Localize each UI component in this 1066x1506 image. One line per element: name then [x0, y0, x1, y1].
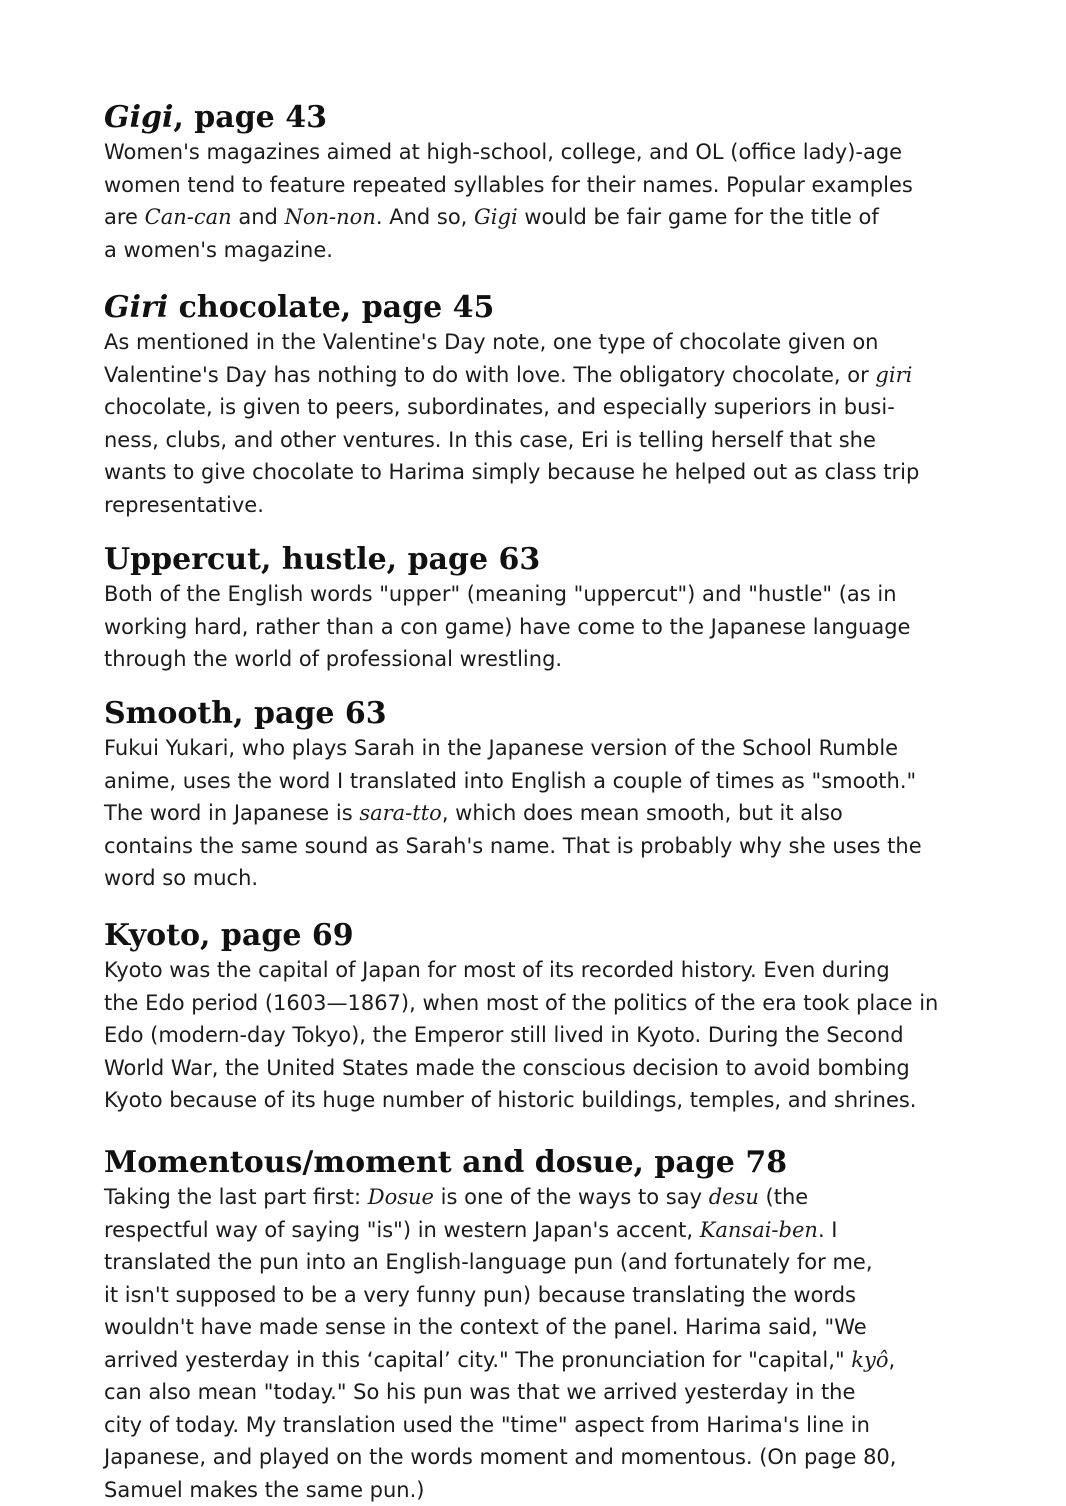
body-text: representative. [104, 493, 264, 517]
entry-body [104, 326, 994, 521]
body-text: arrived yesterday in this ‘capital’ city." The pronunciation for "capital," [104, 1348, 851, 1372]
italic-term: desu [709, 1185, 759, 1209]
body-line [104, 1246, 994, 1279]
body-text: anime, uses the word I translated into English a couple of times as "smooth." [104, 769, 916, 793]
entry-title [104, 696, 994, 732]
body-text: contains the same sound as Sarah's name. That is probably why she uses the [104, 834, 922, 858]
body-line [104, 201, 994, 234]
entry-title [104, 542, 994, 578]
glossary-entry-gigi [104, 100, 994, 266]
body-line [104, 797, 994, 830]
glossary-entry-momentous-dosue [104, 1145, 994, 1506]
entry-title-text: Momentous/moment and dosue, page 78 [104, 1145, 787, 1180]
italic-term: Kansai-ben [700, 1218, 818, 1242]
body-text: , which does mean smooth, but it also [442, 801, 843, 825]
body-line [104, 1214, 994, 1247]
body-line [104, 359, 994, 392]
entry-title-text: Smooth, page 63 [104, 696, 387, 731]
body-text: Both of the English words "upper" (meaning "uppercut") and "hustle" (as in [104, 582, 897, 606]
entry-title-text: , page 43 [173, 100, 327, 135]
body-line [104, 1344, 994, 1377]
body-line [104, 1474, 994, 1506]
body-text: wants to give chocolate to Harima simply because he helped out as class trip [104, 460, 919, 484]
body-text: word so much. [104, 866, 258, 890]
body-text: , [889, 1348, 896, 1372]
body-text: wouldn't have made sense in the context of the panel. Harima said, "We [104, 1315, 867, 1339]
body-text: chocolate, is given to peers, subordinates, and especially superiors in busi- [104, 395, 895, 419]
body-text: As mentioned in the Valentine's Day note, one type of chocolate given on [104, 330, 878, 354]
body-line [104, 489, 994, 522]
body-text: . And so, [376, 205, 474, 229]
body-text: can also mean "today." So his pun was that we arrived yesterday in the [104, 1380, 855, 1404]
glossary-entry-smooth [104, 696, 994, 895]
italic-term: giri [875, 363, 912, 387]
body-text: would be fair game for the title of [518, 205, 879, 229]
body-text: World War, the United States made the conscious decision to avoid bombing [104, 1056, 910, 1080]
entry-title-italic: Gigi [104, 100, 173, 135]
body-text: and [232, 205, 285, 229]
body-text: (the [759, 1185, 808, 1209]
body-text: Women's magazines aimed at high-school, college, and OL (office lady)-age [104, 140, 902, 164]
body-text: are [104, 205, 145, 229]
body-line [104, 611, 994, 644]
body-text: Fukui Yukari, who plays Sarah in the Japanese version of the School Rumble [104, 736, 898, 760]
body-line [104, 765, 994, 798]
body-line [104, 830, 994, 863]
italic-term: Non-non [285, 205, 376, 229]
body-text: Valentine's Day has nothing to do with love. The obligatory chocolate, or [104, 363, 875, 387]
body-text: ness, clubs, and other ventures. In this case, Eri is telling herself that she [104, 428, 876, 452]
body-text: is one of the ways to say [434, 1185, 709, 1209]
body-line [104, 1279, 994, 1312]
body-line [104, 1441, 994, 1474]
entry-body [104, 1181, 994, 1506]
body-text: The word in Japanese is [104, 801, 359, 825]
body-line [104, 169, 994, 202]
body-text: Samuel makes the same pun.) [104, 1478, 425, 1502]
body-text: through the world of professional wrestling. [104, 647, 562, 671]
body-text: Japanese, and played on the words moment and momentous. (On page 80, [104, 1445, 896, 1469]
italic-term: Dosue [368, 1185, 434, 1209]
body-line [104, 326, 994, 359]
entry-title-italic: Giri [104, 290, 168, 325]
body-line [104, 424, 994, 457]
body-text: it isn't supposed to be a very funny pun) because translating the words [104, 1283, 856, 1307]
body-line [104, 1019, 994, 1052]
body-line [104, 391, 994, 424]
italic-term: Can-can [145, 205, 232, 229]
body-line [104, 1311, 994, 1344]
body-text: Kyoto because of its huge number of historic buildings, temples, and shrines. [104, 1088, 916, 1112]
body-text: Taking the last part first: [104, 1185, 368, 1209]
body-line [104, 136, 994, 169]
entry-body [104, 954, 994, 1117]
entry-title-text: Uppercut, hustle, page 63 [104, 542, 540, 577]
entry-title [104, 1145, 994, 1181]
body-line [104, 1084, 994, 1117]
glossary-entry-giri-chocolate [104, 290, 994, 521]
body-line [104, 1052, 994, 1085]
entry-title [104, 100, 994, 136]
body-text: translated the pun into an English-language pun (and fortunately for me, [104, 1250, 873, 1274]
body-line [104, 1376, 994, 1409]
italic-term: sara-tto [359, 801, 441, 825]
italic-term: kyô [851, 1348, 888, 1372]
entry-title [104, 918, 994, 954]
italic-term: Gigi [474, 205, 518, 229]
body-line [104, 732, 994, 765]
body-text: Kyoto was the capital of Japan for most of its recorded history. Even during [104, 958, 890, 982]
body-text: Edo (modern-day Tokyo), the Emperor still lived in Kyoto. During the Second [104, 1023, 904, 1047]
body-line [104, 578, 994, 611]
body-line [104, 954, 994, 987]
body-line [104, 1409, 994, 1442]
body-line [104, 1181, 994, 1214]
body-text: women tend to feature repeated syllables for their names. Popular examples [104, 173, 913, 197]
body-line [104, 234, 994, 267]
entry-title [104, 290, 994, 326]
body-line [104, 862, 994, 895]
body-line [104, 456, 994, 489]
body-line [104, 987, 994, 1020]
body-text: a women's magazine. [104, 238, 333, 262]
body-text: . I [818, 1218, 838, 1242]
glossary-entry-uppercut-hustle [104, 542, 994, 676]
body-text: respectful way of saying "is") in western Japan's accent, [104, 1218, 700, 1242]
entry-body [104, 732, 994, 895]
entry-title-text: Kyoto, page 69 [104, 918, 354, 953]
body-text: working hard, rather than a con game) have come to the Japanese language [104, 615, 910, 639]
entry-body [104, 136, 994, 266]
entry-title-text: chocolate, page 45 [168, 290, 494, 325]
body-line [104, 643, 994, 676]
body-text: city of today. My translation used the "time" aspect from Harima's line in [104, 1413, 870, 1437]
entry-body [104, 578, 994, 676]
body-text: the Edo period (1603—1867), when most of the politics of the era took place in [104, 991, 938, 1015]
glossary-entry-kyoto [104, 918, 994, 1117]
